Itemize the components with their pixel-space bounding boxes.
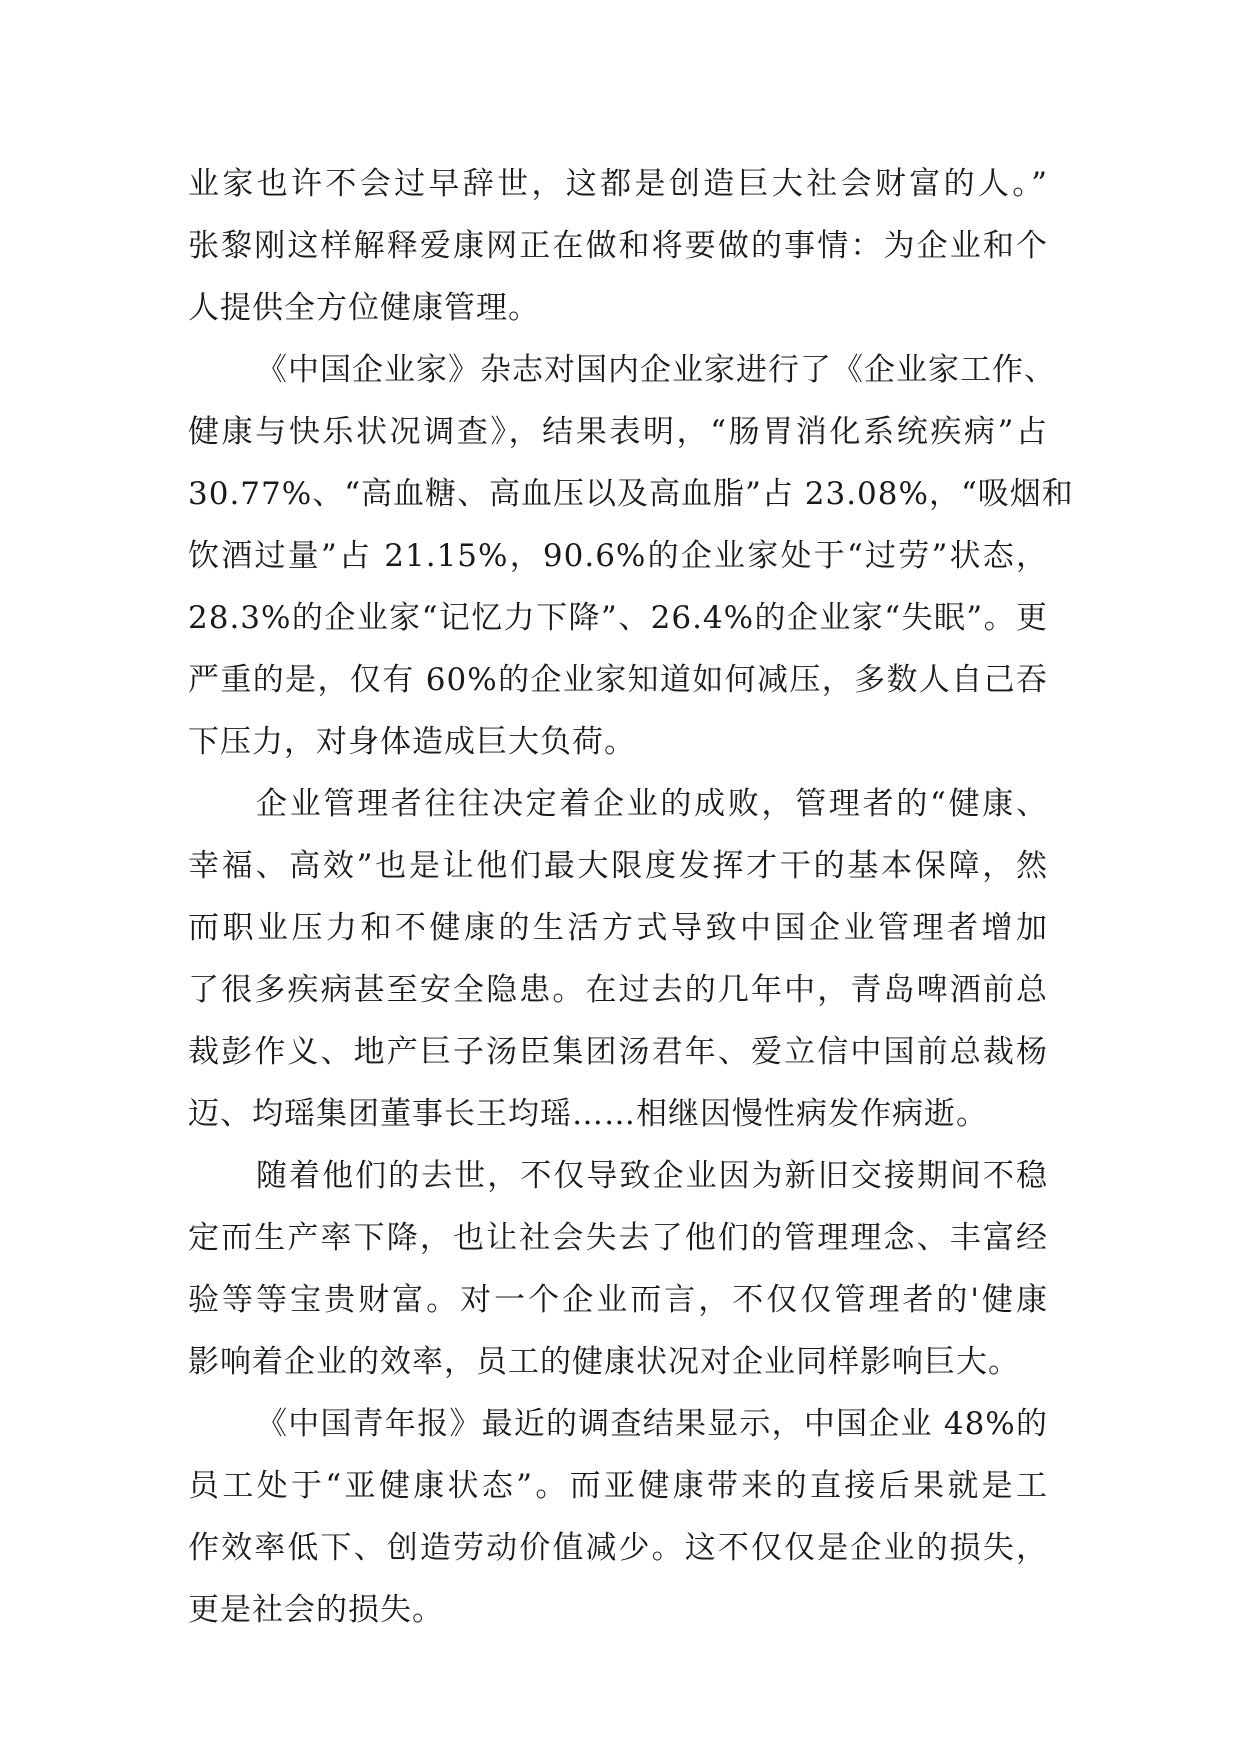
text-line: 饮酒过量”占 21.15%，90.6%的企业家处于“过劳”状态， xyxy=(188,538,1048,574)
text-line: 严重的是，仅有 60%的企业家知道如何减压，多数人自己吞 xyxy=(188,662,1048,698)
text-line: 员工处于“亚健康状态”。而亚健康带来的直接后果就是工 xyxy=(188,1468,1048,1504)
text-line: 人提供全方位健康管理。 xyxy=(188,290,540,326)
text-line: 幸福、高效”也是让他们最大限度发挥才干的基本保障，然 xyxy=(188,848,1048,884)
text-line: 《中国青年报》最近的调查结果显示，中国企业 48%的 xyxy=(256,1406,1048,1442)
text-line: 30.77%、“高血糖、高血压以及高血脂”占 23.08%，“吸烟和 xyxy=(188,476,1074,512)
text-line: 下压力，对身体造成巨大负荷。 xyxy=(188,724,636,760)
body-text xyxy=(188,153,1074,1641)
text-line: 作效率低下、创造劳动价值减少。这不仅仅是企业的损失， xyxy=(188,1530,1048,1566)
text-line: 随着他们的去世，不仅导致企业因为新旧交接期间不稳 xyxy=(256,1158,1048,1194)
text-line: 裁彭作义、地产巨子汤臣集团汤君年、爱立信中国前总裁杨 xyxy=(188,1034,1048,1070)
paragraph-1 xyxy=(188,153,1048,339)
text-line: 定而生产率下降，也让社会失去了他们的管理理念、丰富经 xyxy=(188,1220,1048,1256)
text-line: 张黎刚这样解释爱康网正在做和将要做的事情：为企业和个 xyxy=(188,228,1048,264)
text-line: 《中国企业家》杂志对国内企业家进行了《企业家工作、 xyxy=(256,352,1056,388)
text-line: 28.3%的企业家“记忆力下降”、26.4%的企业家“失眠”。更 xyxy=(188,600,1048,636)
paragraph-5 xyxy=(188,1393,1048,1641)
paragraph-2 xyxy=(188,339,1074,773)
text-line: 业家也许不会过早辞世，这都是创造巨大社会财富的人。” xyxy=(188,166,1048,202)
text-line: 迈、均瑶集团董事长王均瑶……相继因慢性病发作病逝。 xyxy=(188,1096,988,1132)
text-line: 健康与快乐状况调查》，结果表明，“肠胃消化系统疾病”占 xyxy=(188,414,1048,450)
text-line: 更是社会的损失。 xyxy=(188,1592,444,1628)
text-line: 了很多疾病甚至安全隐患。在过去的几年中，青岛啤酒前总 xyxy=(188,972,1048,1008)
paragraph-4 xyxy=(188,1145,1048,1393)
text-line: 验等等宝贵财富。对一个企业而言，不仅仅管理者的'健康 xyxy=(188,1282,1048,1318)
text-line: 企业管理者往往决定着企业的成败，管理者的“健康、 xyxy=(256,786,1048,822)
text-line: 影响着企业的效率，员工的健康状况对企业同样影响巨大。 xyxy=(188,1344,1020,1380)
paragraph-3 xyxy=(188,773,1048,1145)
text-line: 而职业压力和不健康的生活方式导致中国企业管理者增加 xyxy=(188,910,1048,946)
